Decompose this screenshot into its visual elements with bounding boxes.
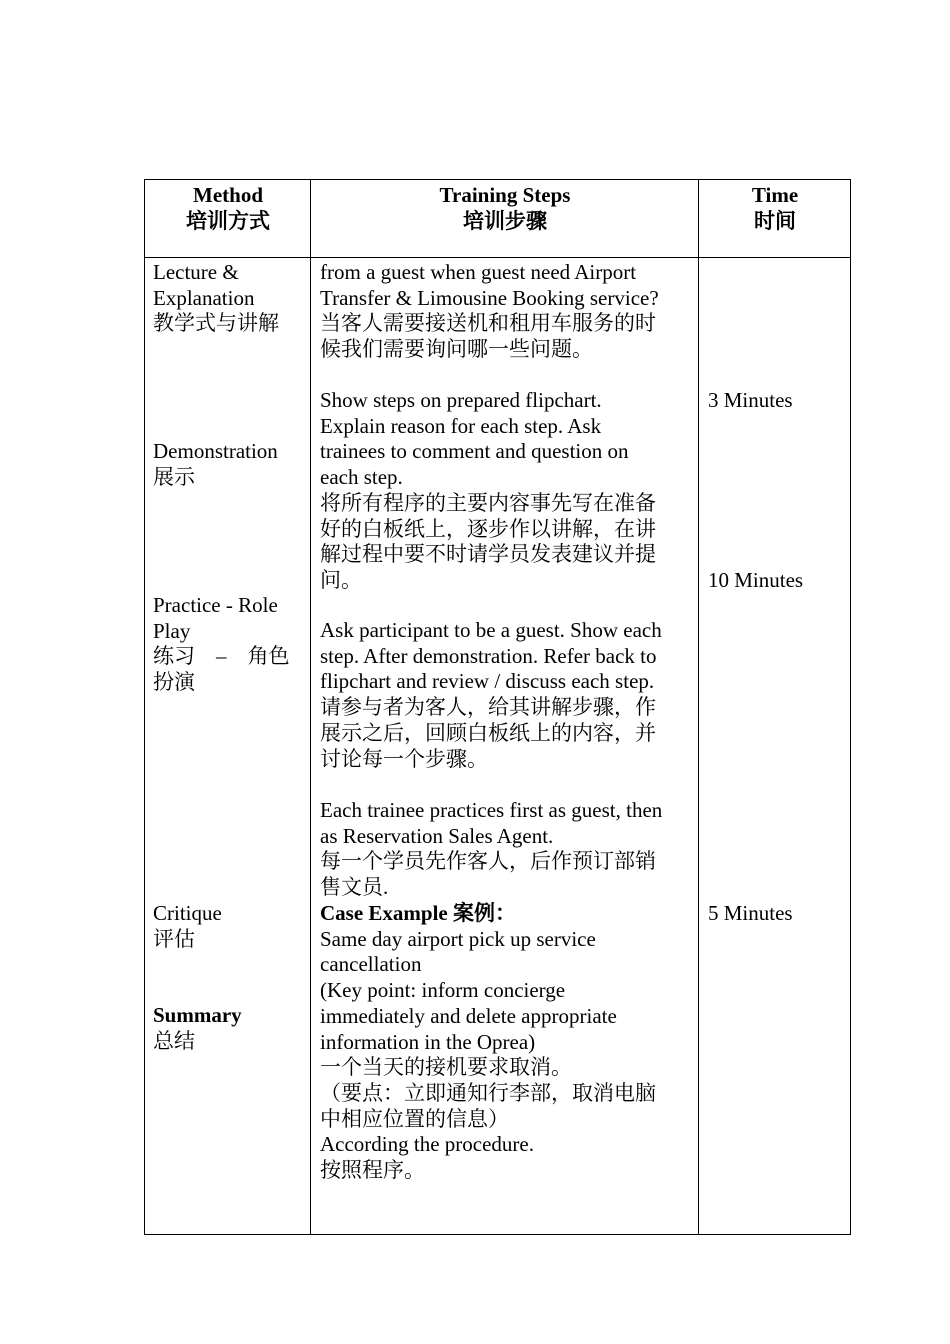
method-line: 练习 – 角色 (153, 644, 290, 669)
step-line: information in the Oprea) (320, 1029, 536, 1054)
method-line: 扮演 (153, 670, 195, 695)
case-example-title: Case Example 案例： (320, 901, 516, 925)
step-line: 请参与者为客人，给其讲解步骤，作 (320, 695, 656, 720)
step-line: 讨论每一个步骤。 (320, 746, 488, 771)
step-line: According the procedure. (320, 1132, 534, 1157)
step-line: Each trainee practices first as guest, then (320, 798, 663, 822)
header-method (145, 180, 311, 258)
time-10-minutes: 10 Minutes (708, 568, 804, 592)
step-line: 售文员. (320, 875, 389, 900)
step-line: 一个当天的接机要求取消。 (320, 1055, 572, 1080)
time-5-minutes: 5 Minutes (708, 901, 793, 925)
step-line: Same day airport pick up service (320, 926, 596, 951)
step-line: as Reservation Sales Agent. (320, 823, 554, 848)
step-line: 好的白板纸上，逐步作以讲解，在讲 (320, 516, 656, 541)
step-line: 按照程序。 (320, 1158, 425, 1183)
method-line: Explanation (153, 285, 255, 310)
step-line: 中相应位置的信息） (320, 1106, 509, 1131)
header-time-en: Time (751, 183, 799, 207)
steps-participant (320, 618, 662, 772)
header-method-zh: 培训方式 (186, 209, 270, 233)
step-line: step. After demonstration. Refer back to (320, 643, 657, 668)
step-line: Explain reason for each step. Ask (320, 413, 602, 438)
method-demonstration (153, 439, 278, 490)
column-divider (310, 180, 311, 1234)
method-line: Demonstration (153, 439, 278, 463)
step-line: Transfer & Limousine Booking service? (320, 285, 659, 310)
header-steps (311, 180, 699, 258)
step-line: cancellation (320, 952, 422, 977)
time-3-minutes: 3 Minutes (708, 388, 793, 412)
step-line: 解过程中要不时请学员发表建议并提 (320, 542, 656, 567)
header-time (699, 180, 851, 258)
method-line: Lecture & (153, 260, 239, 284)
step-line: 每一个学员先作客人，后作预订部销 (320, 849, 656, 874)
method-line: 评估 (153, 926, 195, 951)
step-line: Show steps on prepared flipchart. (320, 388, 602, 412)
method-line: Play (153, 618, 191, 643)
step-line: （要点：立即通知行李部，取消电脑 (320, 1080, 656, 1105)
method-lecture (153, 260, 279, 337)
step-line: flipchart and review / discuss each step. (320, 669, 655, 694)
method-line: Summary (153, 1003, 242, 1027)
method-line: 展示 (153, 464, 195, 489)
step-line: each step. (320, 465, 403, 490)
step-line: immediately and delete appropriate (320, 1003, 617, 1028)
method-summary (153, 1003, 242, 1054)
step-line: 将所有程序的主要内容事先写在准备 (320, 490, 656, 515)
header-time-zh: 时间 (754, 209, 796, 233)
method-critique (153, 901, 222, 952)
header-method-en: Method (193, 183, 263, 207)
step-line: trainees to comment and question on (320, 439, 629, 464)
method-line: 教学式与讲解 (153, 311, 279, 336)
step-line: 展示之后，回顾白板纸上的内容，并 (320, 720, 656, 745)
step-line: (Key point: inform concierge (320, 978, 566, 1003)
steps-flipchart (320, 388, 656, 594)
header-steps-en: Training Steps (439, 183, 571, 207)
step-line: 候我们需要询问哪一些问题。 (320, 337, 593, 362)
steps-case-example (320, 901, 656, 1184)
method-line: 总结 (153, 1028, 195, 1053)
method-practice (153, 593, 290, 696)
step-line: Ask participant to be a guest. Show each (320, 618, 662, 642)
column-divider (698, 180, 699, 1234)
method-line: Practice - Role (153, 593, 278, 617)
steps-practice (320, 798, 662, 901)
training-table (144, 179, 851, 1235)
step-line: 当客人需要接送机和租用车服务的时 (320, 311, 656, 336)
steps-intro (320, 260, 659, 363)
header-steps-zh: 培训步骤 (463, 209, 547, 233)
step-line: 问。 (320, 567, 362, 592)
step-line: from a guest when guest need Airport (320, 260, 637, 284)
method-line: Critique (153, 901, 222, 925)
